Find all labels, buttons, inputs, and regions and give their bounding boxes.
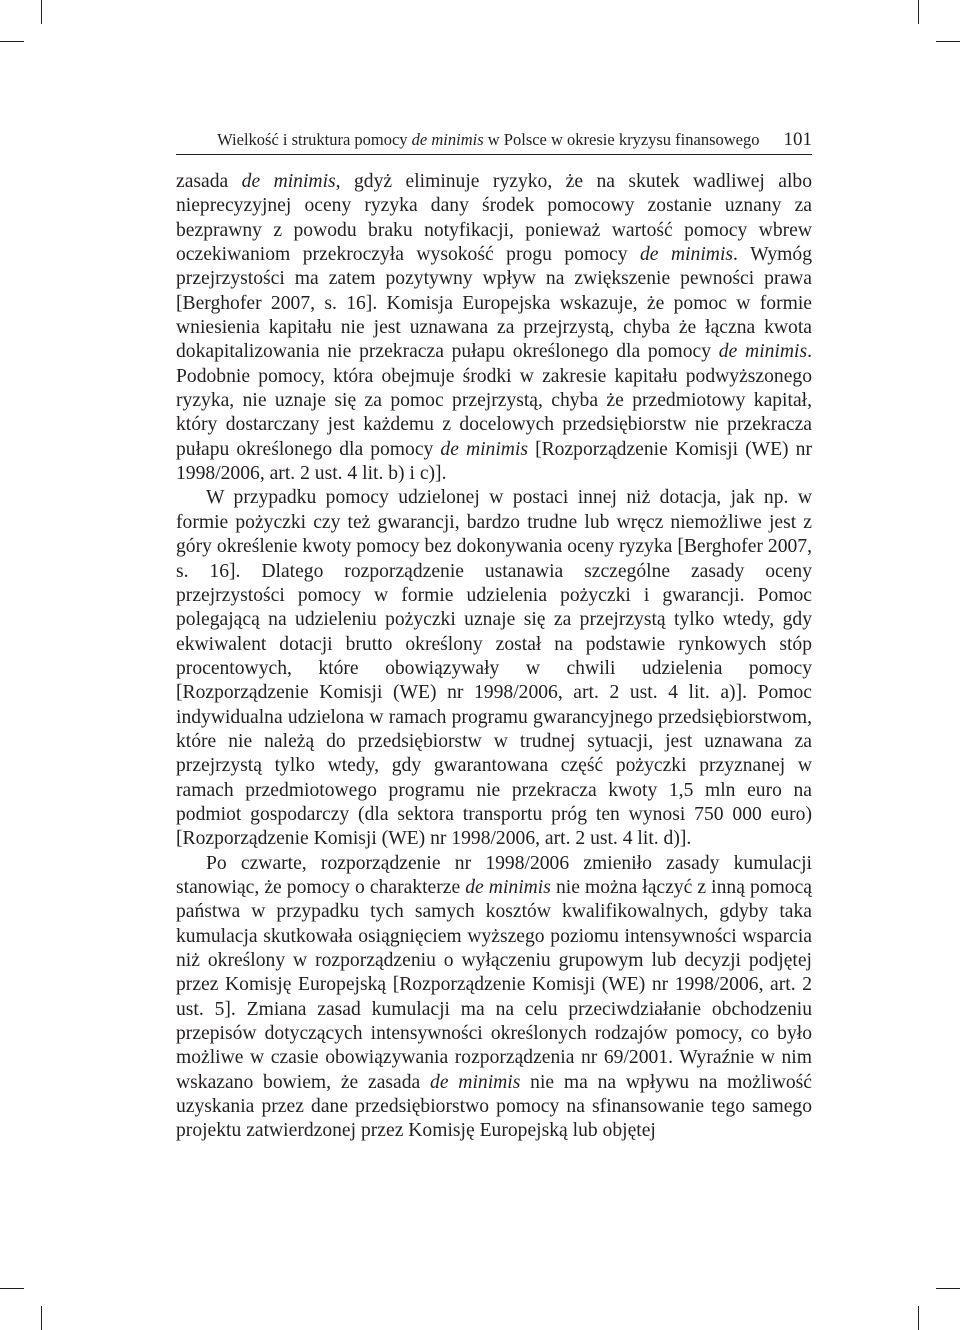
running-header — [176, 128, 812, 155]
paragraph-3-text-3: nie ma na wpływu na możliwość uzyskania przez dane przedsiębiorstwo pomocy na sfinansowanie tego samego projektu zatwierdzonej przez Komisję Europejską lub objętej — [176, 1071, 812, 1142]
paragraph-1-italic-term-4: de minimis — [440, 438, 529, 460]
crop-mark-bottom-left-vertical — [41, 1306, 42, 1330]
paragraph-1 — [176, 170, 812, 486]
crop-mark-top-right-horizontal — [936, 41, 960, 42]
running-header-title-start: Wielkość i struktura pomocy — [217, 130, 412, 149]
crop-mark-top-left-horizontal — [0, 41, 24, 42]
paragraph-1-text-1: zasada — [176, 171, 242, 192]
page-number: 101 — [783, 129, 812, 150]
crop-mark-bottom-right-vertical — [918, 1306, 919, 1330]
crop-mark-top-left-vertical — [41, 0, 42, 24]
paragraph-1-text-3: . Wymóg przejrzystości ma zatem pozytywny wpływ na zwiększenie pewności prawa [Berghofer 2007, s. 16]. Komisja Europejska wskazuje, że pomoc w formie wniesienia kapitału nie jest uznawana za przejrzystą, chyba że łączna kwota dokapitalizowania nie przekracza pułapu określonego dla pomocy — [176, 244, 813, 363]
paragraph-2-text-1: W przypadku pomocy udzielonej w postaci innej niż dotacja, jak np. w formie pożyczki czy też gwarancji, bardzo trudne lub wręcz niemożliwe jest z góry określenie kwoty pomocy bez dokonywania oceny ryzyka [Berghofer 2007, s. 16]. Dlatego rozporządzenie ustanawia szczególne zasady oceny przejrzystości pomocy w formie udzielenia pożyczki i gwarancji. Pomoc polegającą na udzieleniu pożyczki uznaje się za przejrzystą tylko wtedy, gdy ekwiwalent dotacji brutto określony został na podstawie rynkowych stóp procentowych, które obowiązywały w chwili udzielenia pomocy [Rozporządzenie Komisji (WE) nr 1998/2006, art. 2 ust. 4 lit. a)]. Pomoc indywidualna udzielona w ramach programu gwarancyjnego przedsiębiorstwom, które nie należą do przedsiębiorstw w trudnej sytuacji, jest uznawana za przejrzystą tylko wtedy, gdy gwarantowana część pożyczki przyznanej w ramach przedmiotowego programu nie przekracza kwoty 1,5 mln euro na podmiot gospodarczy (dla sektora transportu próg ten wynosi 750 000 euro) [Rozporządzenie Komisji (WE) nr 1998/2006, art. 2 ust. 4 lit. d)]. — [176, 487, 812, 850]
paragraph-1-italic-term-3: de minimis — [718, 341, 808, 363]
paragraph-3-text-1: Po czwarte, rozporządzenie nr 1998/2006 zmieniło zasady kumulacji stanowiąc, że pomocy o charakterze — [176, 852, 812, 898]
paragraph-1-text-2: , gdyż eliminuje ryzyko, że na skutek wadliwej albo nieprecyzyjnej oceny ryzyka dany środek pomocowy zostanie uznany za bezprawny z powodu braku notyfikacji, ponieważ wartość pomocy wbrew oczekiwaniom przekroczyła wysokość progu pomocy — [176, 171, 812, 266]
crop-mark-top-right-vertical — [918, 0, 919, 24]
body-text — [176, 170, 812, 1144]
paragraph-3-text-2: nie można łączyć z inną pomocą państwa w przypadku tych samych kosztów kwalifikowalnych, gdyby taka kumulacja skutkowała osiągnięciem wyższego poziomu intensywności wsparcia niż określony w rozporządzeniu o wyłączeniu grupowym lub decyzji podjętej przez Komisję Europejską [Rozporządzenie Komisji (WE) nr 1998/2006, art. 2 ust. 5]. Zmiana zasad kumulacji ma na celu przeciwdziałanie obchodzeniu przepisów dotyczących intensywności określonych rodzajów pomocy, co było możliwe w czasie obowiązywania rozporządzenia nr 69/2001. Wyraźnie w nim wskazano bowiem, że zasada — [176, 876, 812, 1093]
crop-mark-bottom-right-horizontal — [936, 1288, 960, 1289]
running-header-title-end: w Polsce w okresie kryzysu finansowego — [483, 130, 760, 149]
running-header-title — [217, 129, 759, 154]
paragraph-3 — [176, 852, 812, 1144]
paragraph-1-text-4: . Podobnie pomocy, która obejmuje środki w zakresie kapitału podwyższonego ryzyka, nie uznaje się za pomoc przejrzystą, chyba że przedmiotowy kapitał, który dostarczany jest każdemu z docelowych przedsiębiorstw nie przekracza pułapu określonego dla pomocy — [176, 341, 812, 460]
paragraph-1-italic-term-1: de minimis — [241, 171, 336, 192]
paragraph-3-italic-term-1: de minimis — [465, 876, 551, 898]
paragraph-1-italic-term-2: de minimis — [639, 244, 734, 266]
running-header-title-italic: de minimis — [411, 130, 484, 149]
crop-mark-bottom-left-horizontal — [0, 1288, 24, 1289]
paragraph-1-text-5: [Rozporządzenie Komisji (WE) nr 1998/2006, art. 2 ust. 4 lit. b) i c)]. — [176, 438, 812, 485]
paragraph-3-italic-term-2: de minimis — [430, 1071, 521, 1093]
paragraph-2 — [176, 486, 812, 851]
